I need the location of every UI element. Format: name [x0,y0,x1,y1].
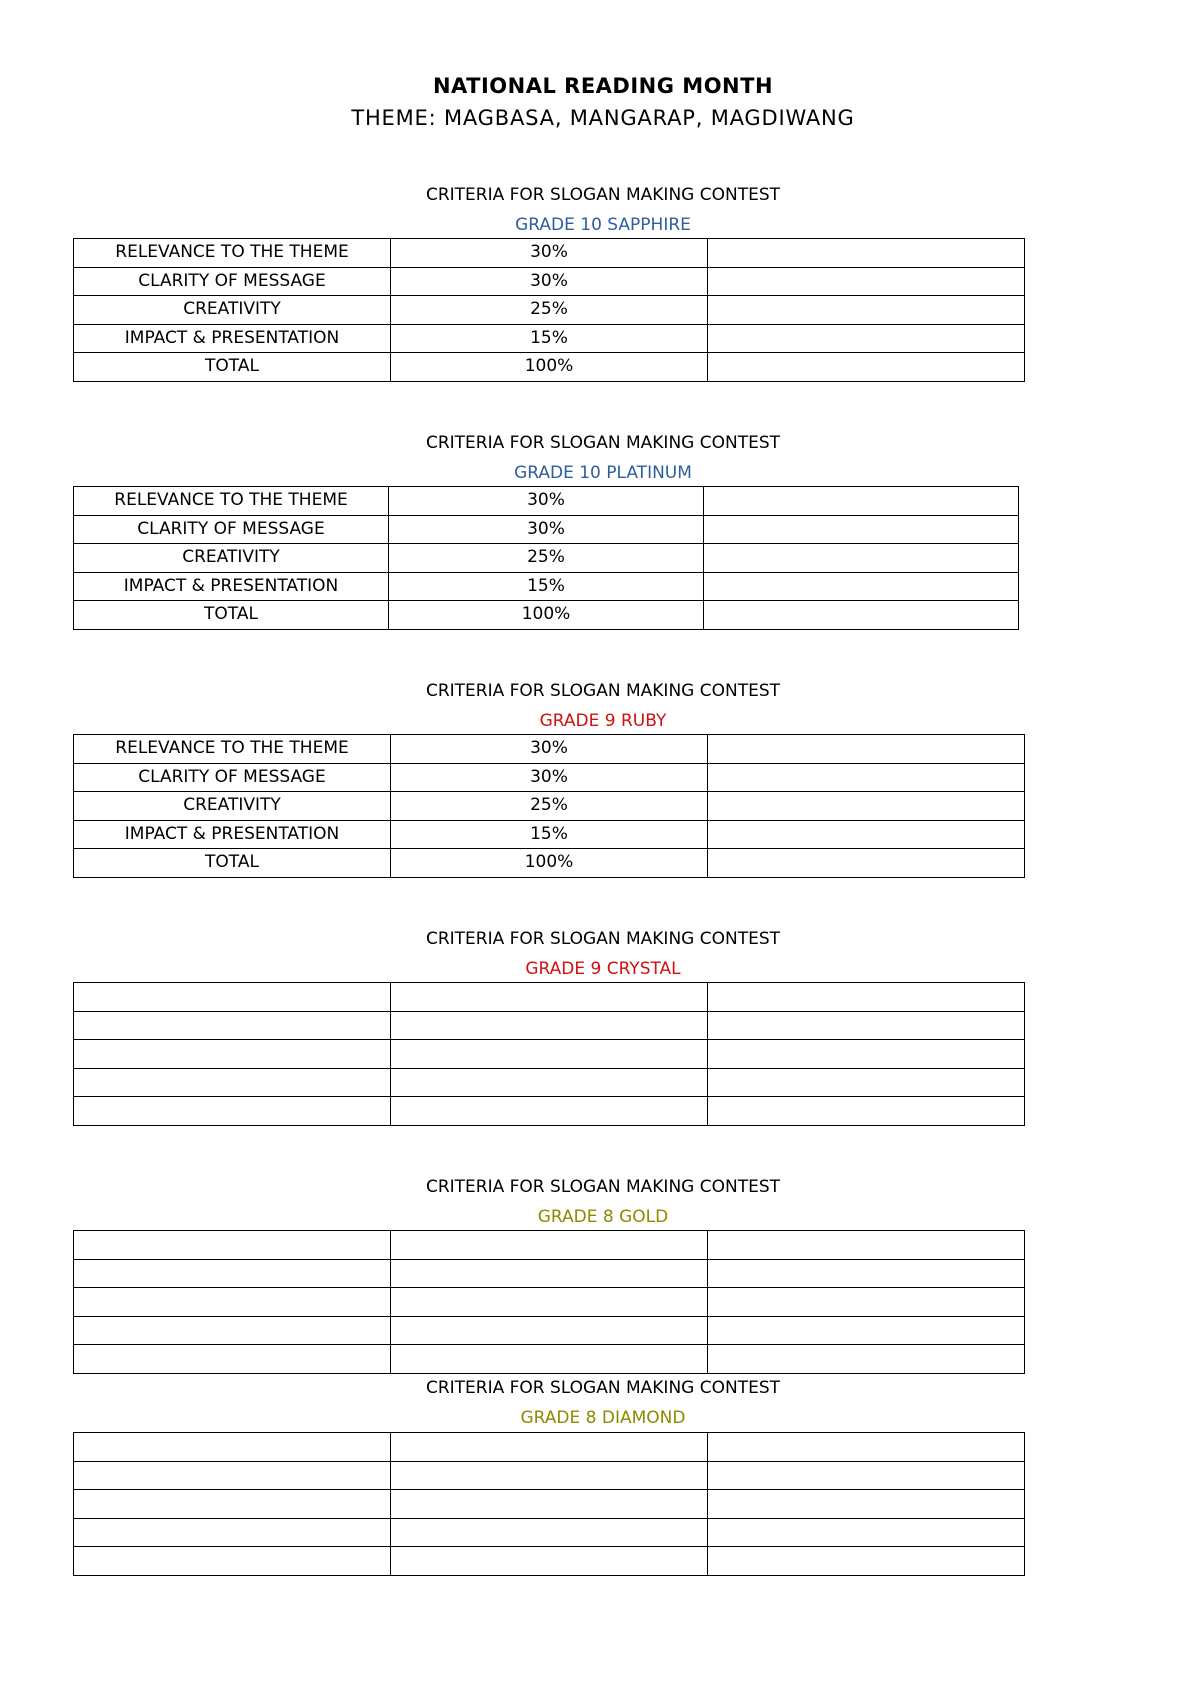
criterion-cell: TOTAL [74,849,391,878]
criterion-cell: CLARITY OF MESSAGE [74,515,389,544]
weight-cell [391,1288,708,1317]
score-cell[interactable] [708,296,1025,325]
criterion-cell: RELEVANCE TO THE THEME [74,239,391,268]
score-cell[interactable] [708,763,1025,792]
table-row [74,1433,1025,1462]
score-cell[interactable] [704,544,1019,573]
weight-cell: 100% [391,353,708,382]
table-row [74,353,1025,382]
section-heading [0,180,1200,240]
score-cell[interactable] [708,1518,1025,1547]
grade-label: GRADE 9 RUBY [539,711,667,731]
weight-cell [391,1547,708,1576]
weight-cell [391,1316,708,1345]
weight-cell [391,1231,708,1260]
criterion-cell [74,1040,391,1069]
table-row [74,820,1025,849]
score-cell[interactable] [708,1433,1025,1462]
weight-cell: 30% [391,735,708,764]
table-row [74,324,1025,353]
weight-cell: 30% [391,239,708,268]
score-cell[interactable] [708,353,1025,382]
weight-cell: 15% [389,572,704,601]
criterion-cell: IMPACT & PRESENTATION [74,820,391,849]
score-cell[interactable] [708,324,1025,353]
criterion-cell: IMPACT & PRESENTATION [74,324,391,353]
criteria-table [73,982,1025,1126]
weight-cell: 25% [389,544,704,573]
weight-cell [391,1259,708,1288]
weight-cell: 100% [391,849,708,878]
table-row [74,1547,1025,1576]
criterion-cell: RELEVANCE TO THE THEME [74,735,391,764]
table-row [74,983,1025,1012]
weight-cell [391,1011,708,1040]
weight-cell [391,1433,708,1462]
weight-cell [391,1490,708,1519]
weight-cell [391,983,708,1012]
score-cell[interactable] [708,1490,1025,1519]
weight-cell: 30% [391,763,708,792]
weight-cell: 100% [389,601,704,630]
criterion-cell [74,1259,391,1288]
table-row [74,735,1025,764]
section-heading [0,676,1200,736]
score-cell[interactable] [708,849,1025,878]
weight-cell: 30% [389,515,704,544]
table-row [74,1040,1025,1069]
section-heading [0,924,1200,984]
score-cell[interactable] [708,1547,1025,1576]
score-cell[interactable] [708,239,1025,268]
score-cell[interactable] [708,983,1025,1012]
criterion-cell: TOTAL [74,353,391,382]
table-row [74,239,1025,268]
score-cell[interactable] [704,515,1019,544]
grade-label: GRADE 9 CRYSTAL [525,959,681,979]
table-row [74,1068,1025,1097]
criteria-table [73,1432,1025,1576]
table-row [74,1288,1025,1317]
table-row [74,1231,1025,1260]
document-theme: THEME: MAGBASA, MANGARAP, MAGDIWANG [351,106,855,130]
criteria-table [73,1230,1025,1374]
weight-cell: 15% [391,820,708,849]
weight-cell: 15% [391,324,708,353]
score-cell[interactable] [708,1288,1025,1317]
criterion-cell [74,1316,391,1345]
score-cell[interactable] [708,1345,1025,1374]
section-heading [0,1172,1200,1232]
criterion-cell: CREATIVITY [74,792,391,821]
score-cell[interactable] [708,1316,1025,1345]
weight-cell [391,1097,708,1126]
grade-label: GRADE 10 PLATINUM [514,463,692,483]
score-cell[interactable] [708,1068,1025,1097]
section-heading [0,428,1200,488]
table-row [74,1490,1025,1519]
table-row [74,849,1025,878]
weight-cell [391,1461,708,1490]
score-cell[interactable] [708,1097,1025,1126]
score-cell[interactable] [704,601,1019,630]
table-row [74,1097,1025,1126]
criteria-table [73,486,1019,630]
weight-cell: 30% [389,487,704,516]
criterion-cell [74,1011,391,1040]
criteria-label: CRITERIA FOR SLOGAN MAKING CONTEST [425,185,781,205]
criterion-cell [74,983,391,1012]
criterion-cell [74,1490,391,1519]
weight-cell: 25% [391,792,708,821]
criterion-cell [74,1231,391,1260]
score-cell[interactable] [708,1231,1025,1260]
weight-cell: 25% [391,296,708,325]
table-row [74,296,1025,325]
criteria-label: CRITERIA FOR SLOGAN MAKING CONTEST [425,433,781,453]
section-heading [0,1373,1200,1433]
score-cell[interactable] [708,792,1025,821]
criteria-label: CRITERIA FOR SLOGAN MAKING CONTEST [425,929,781,949]
criterion-cell: CREATIVITY [74,544,389,573]
table-row [74,515,1019,544]
criteria-label: CRITERIA FOR SLOGAN MAKING CONTEST [425,681,781,701]
score-cell[interactable] [704,572,1019,601]
criterion-cell [74,1461,391,1490]
grade-label: GRADE 8 DIAMOND [520,1408,686,1428]
table-row [74,267,1025,296]
criterion-cell [74,1518,391,1547]
score-cell[interactable] [708,267,1025,296]
criterion-cell [74,1068,391,1097]
score-cell[interactable] [708,1011,1025,1040]
score-cell[interactable] [708,1259,1025,1288]
weight-cell [391,1345,708,1374]
score-cell[interactable] [704,487,1019,516]
grade-label: GRADE 10 SAPPHIRE [515,215,691,235]
criteria-table [73,734,1025,878]
score-cell[interactable] [708,820,1025,849]
table-row [74,572,1019,601]
score-cell[interactable] [708,1461,1025,1490]
criterion-cell: CREATIVITY [74,296,391,325]
table-row [74,1518,1025,1547]
table-row [74,1345,1025,1374]
criterion-cell: CLARITY OF MESSAGE [74,267,391,296]
weight-cell: 30% [391,267,708,296]
criterion-cell [74,1288,391,1317]
criterion-cell [74,1433,391,1462]
score-cell[interactable] [708,735,1025,764]
criterion-cell [74,1547,391,1576]
table-row [74,487,1019,516]
weight-cell [391,1040,708,1069]
criterion-cell [74,1097,391,1126]
score-cell[interactable] [708,1040,1025,1069]
table-row [74,792,1025,821]
criterion-cell [74,1345,391,1374]
document-title: NATIONAL READING MONTH [432,74,774,98]
criterion-cell: IMPACT & PRESENTATION [74,572,389,601]
table-row [74,1461,1025,1490]
grade-label: GRADE 8 GOLD [537,1207,669,1227]
table-row [74,1259,1025,1288]
weight-cell [391,1518,708,1547]
table-row [74,601,1019,630]
table-row [74,544,1019,573]
criteria-label: CRITERIA FOR SLOGAN MAKING CONTEST [425,1177,781,1197]
weight-cell [391,1068,708,1097]
criterion-cell: CLARITY OF MESSAGE [74,763,391,792]
table-row [74,1316,1025,1345]
criterion-cell: RELEVANCE TO THE THEME [74,487,389,516]
table-row [74,763,1025,792]
criteria-table [73,238,1025,382]
criterion-cell: TOTAL [74,601,389,630]
criteria-label: CRITERIA FOR SLOGAN MAKING CONTEST [425,1378,781,1398]
table-row [74,1011,1025,1040]
